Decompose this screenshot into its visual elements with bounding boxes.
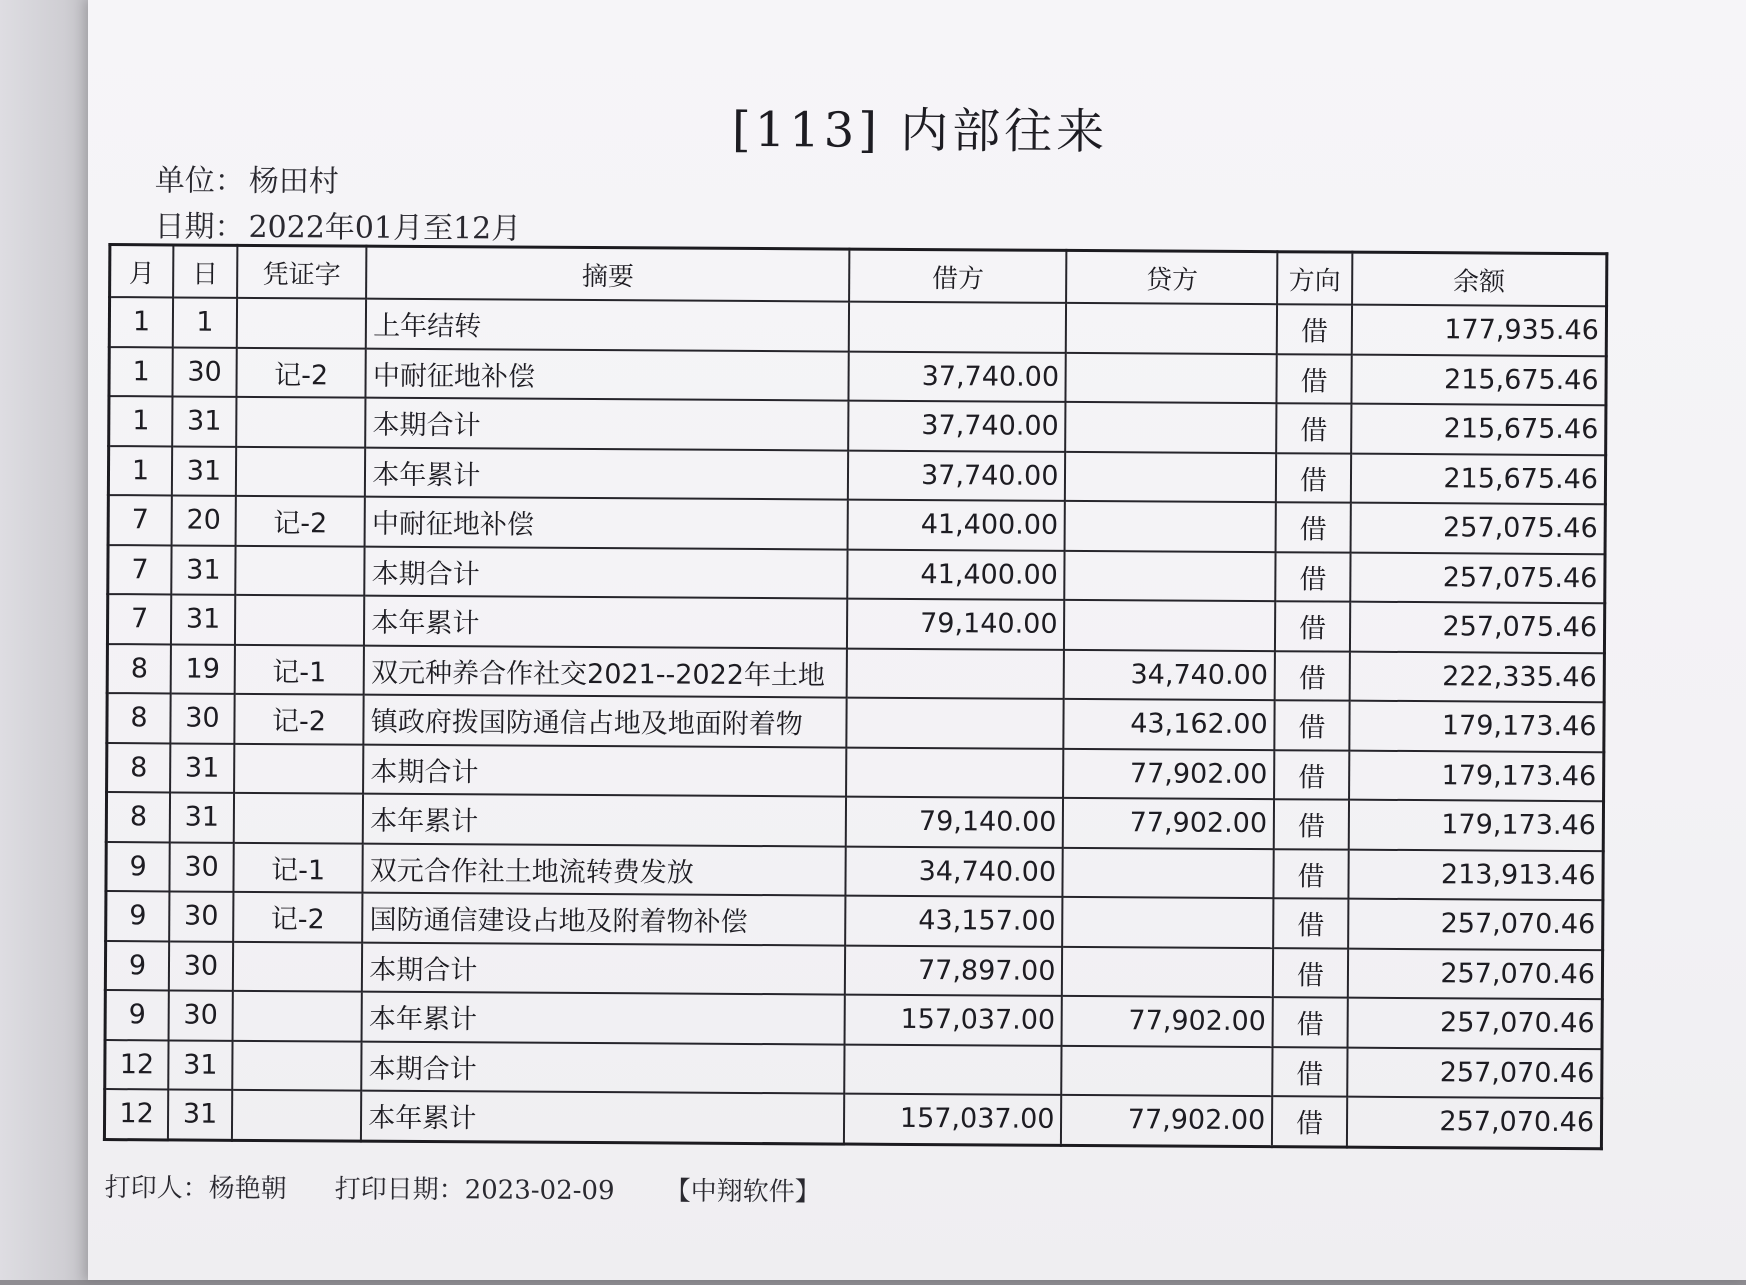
table-row bbox=[108, 545, 1605, 604]
cell-voucher: 记-2 bbox=[234, 694, 364, 744]
cell-credit bbox=[1065, 501, 1276, 552]
cell-month: 9 bbox=[106, 842, 170, 892]
table-row bbox=[106, 792, 1603, 851]
cell-balance: 177,935.46 bbox=[1352, 305, 1607, 356]
table-header-row bbox=[110, 245, 1607, 307]
cell-debit: 79,140.00 bbox=[846, 797, 1064, 848]
cell-debit: 157,037.00 bbox=[845, 995, 1063, 1046]
cell-day: 30 bbox=[170, 693, 234, 743]
cell-summary: 本期合计 bbox=[362, 1041, 845, 1093]
cell-summary: 双元种养合作社交2021--2022年土地 bbox=[364, 645, 847, 697]
cell-direction: 借 bbox=[1276, 403, 1351, 453]
cell-month: 1 bbox=[109, 347, 173, 397]
cell-balance: 257,070.46 bbox=[1347, 1047, 1602, 1098]
cell-debit: 37,740.00 bbox=[849, 351, 1067, 402]
cell-direction: 借 bbox=[1273, 898, 1348, 948]
cell-day: 30 bbox=[173, 347, 237, 397]
cell-day: 30 bbox=[170, 842, 234, 892]
cell-voucher bbox=[235, 595, 365, 645]
table-row bbox=[104, 1089, 1601, 1148]
cell-direction: 借 bbox=[1273, 948, 1348, 998]
cell-day: 30 bbox=[169, 990, 233, 1040]
cell-debit: 77,897.00 bbox=[845, 945, 1063, 996]
cell-balance: 215,675.46 bbox=[1351, 404, 1606, 455]
cell-credit bbox=[1062, 1045, 1273, 1096]
cell-summary: 本期合计 bbox=[363, 744, 846, 796]
page-title: [113] 内部往来 bbox=[731, 101, 1109, 161]
cell-voucher bbox=[237, 298, 367, 348]
cell-credit: 77,902.00 bbox=[1064, 748, 1275, 799]
cell-balance: 257,070.46 bbox=[1348, 899, 1603, 950]
cell-credit bbox=[1066, 402, 1277, 453]
cell-summary: 本年累计 bbox=[362, 992, 845, 1044]
cell-voucher bbox=[232, 991, 362, 1041]
cell-day: 30 bbox=[169, 941, 233, 991]
cell-day: 31 bbox=[170, 743, 234, 793]
header-voucher: 凭证字 bbox=[237, 245, 367, 298]
cell-voucher bbox=[232, 1090, 362, 1141]
cell-balance: 215,675.46 bbox=[1351, 453, 1606, 504]
table-row bbox=[106, 842, 1603, 901]
header-day: 日 bbox=[173, 245, 237, 298]
cell-day: 20 bbox=[172, 495, 236, 545]
cell-day: 31 bbox=[171, 594, 235, 644]
ledger-table bbox=[103, 243, 1608, 1150]
unit-line bbox=[155, 155, 339, 200]
cell-balance: 215,675.46 bbox=[1351, 354, 1606, 405]
cell-summary: 本期合计 bbox=[365, 398, 848, 450]
footer-printer: 打印人：杨艳朝 bbox=[104, 1173, 287, 1205]
cell-summary: 本期合计 bbox=[362, 942, 845, 994]
cell-month: 1 bbox=[109, 297, 173, 347]
cell-summary: 本年累计 bbox=[364, 596, 847, 648]
cell-debit bbox=[846, 747, 1064, 798]
cell-month: 8 bbox=[107, 693, 171, 743]
date-line bbox=[154, 201, 521, 247]
cell-voucher: 记-1 bbox=[234, 644, 364, 694]
cell-credit: 34,740.00 bbox=[1064, 649, 1275, 700]
cell-credit bbox=[1062, 946, 1273, 997]
cell-direction: 借 bbox=[1276, 502, 1351, 552]
cell-summary: 本期合计 bbox=[365, 546, 848, 598]
cell-summary: 上年结转 bbox=[366, 299, 849, 351]
cell-day: 30 bbox=[169, 891, 233, 941]
cell-credit: 43,162.00 bbox=[1064, 699, 1275, 750]
unit-label: 单位： bbox=[154, 163, 245, 199]
cell-voucher bbox=[236, 446, 366, 496]
cell-debit: 34,740.00 bbox=[846, 846, 1064, 897]
cell-credit bbox=[1065, 451, 1276, 502]
ledger-page bbox=[88, 0, 1746, 1280]
table-row bbox=[108, 446, 1605, 505]
cell-month: 9 bbox=[105, 990, 169, 1040]
header-credit: 贷方 bbox=[1067, 250, 1278, 304]
cell-direction: 借 bbox=[1274, 849, 1349, 899]
cell-day: 31 bbox=[170, 792, 234, 842]
cell-debit bbox=[844, 1044, 1062, 1095]
cell-balance: 222,335.46 bbox=[1349, 651, 1604, 702]
cell-summary: 本年累计 bbox=[365, 447, 848, 499]
cell-day: 31 bbox=[172, 396, 236, 446]
header-balance: 余额 bbox=[1352, 252, 1607, 306]
cell-summary: 国防通信建设占地及附着物补偿 bbox=[362, 893, 845, 945]
cell-credit: 77,902.00 bbox=[1063, 798, 1274, 849]
cell-direction: 借 bbox=[1277, 304, 1352, 354]
header-summary: 摘要 bbox=[366, 246, 849, 301]
cell-voucher: 记-2 bbox=[235, 496, 365, 546]
cell-debit: 41,400.00 bbox=[848, 500, 1066, 551]
cell-debit: 79,140.00 bbox=[847, 599, 1065, 650]
cell-summary: 中耐征地补偿 bbox=[365, 497, 848, 549]
table-row bbox=[105, 941, 1602, 1000]
cell-direction: 借 bbox=[1273, 997, 1348, 1047]
cell-credit bbox=[1063, 847, 1274, 898]
cell-day: 31 bbox=[168, 1040, 232, 1090]
cell-day: 31 bbox=[172, 446, 236, 496]
cell-month: 9 bbox=[106, 891, 170, 941]
cell-month: 7 bbox=[107, 594, 171, 644]
cell-summary: 镇政府拨国防通信占地及地面附着物 bbox=[364, 695, 847, 747]
table-row bbox=[107, 594, 1604, 653]
table-row bbox=[108, 495, 1605, 554]
cell-debit: 43,157.00 bbox=[845, 896, 1063, 947]
table-row bbox=[109, 396, 1606, 455]
table-row bbox=[106, 891, 1603, 950]
cell-balance: 213,913.46 bbox=[1348, 849, 1603, 900]
cell-direction: 借 bbox=[1272, 1096, 1347, 1146]
cell-debit: 37,740.00 bbox=[848, 450, 1066, 501]
cell-month: 8 bbox=[107, 743, 171, 793]
header-debit: 借方 bbox=[849, 249, 1067, 303]
cell-voucher bbox=[234, 793, 364, 843]
cell-voucher bbox=[236, 397, 366, 447]
cell-month: 7 bbox=[108, 495, 172, 545]
cell-balance: 257,075.46 bbox=[1350, 552, 1605, 603]
cell-day: 31 bbox=[168, 1089, 232, 1139]
cell-debit bbox=[849, 302, 1067, 353]
cell-month: 8 bbox=[107, 644, 171, 694]
cell-summary: 中耐征地补偿 bbox=[366, 348, 849, 400]
cell-month: 7 bbox=[108, 545, 172, 595]
cell-month: 1 bbox=[108, 446, 172, 496]
cell-credit bbox=[1065, 550, 1276, 601]
table-row bbox=[109, 297, 1606, 356]
header-direction: 方向 bbox=[1277, 252, 1352, 305]
cell-direction: 借 bbox=[1275, 552, 1350, 602]
cell-direction: 借 bbox=[1276, 453, 1351, 503]
cell-direction: 借 bbox=[1275, 651, 1350, 701]
cell-day: 19 bbox=[171, 644, 235, 694]
cell-month: 12 bbox=[104, 1089, 168, 1139]
cell-balance: 257,075.46 bbox=[1350, 503, 1605, 554]
cell-month: 12 bbox=[105, 1040, 169, 1090]
table-row bbox=[107, 743, 1604, 802]
cell-balance: 257,070.46 bbox=[1347, 998, 1602, 1049]
cell-balance: 179,173.46 bbox=[1349, 750, 1604, 801]
table-row bbox=[109, 347, 1606, 406]
cell-balance: 179,173.46 bbox=[1349, 800, 1604, 851]
footer-print-date: 打印日期：2023-02-09 bbox=[334, 1174, 615, 1207]
cell-credit bbox=[1064, 600, 1275, 651]
ledger-sheet bbox=[84, 0, 1746, 1285]
cell-debit: 41,400.00 bbox=[847, 549, 1065, 600]
cell-direction: 借 bbox=[1274, 799, 1349, 849]
cell-day: 31 bbox=[171, 545, 235, 595]
cell-balance: 179,173.46 bbox=[1349, 701, 1604, 752]
date-value: 2022年01月至12月 bbox=[248, 209, 522, 247]
cell-voucher: 记-2 bbox=[233, 892, 363, 942]
cell-debit: 157,037.00 bbox=[844, 1094, 1062, 1145]
cell-credit bbox=[1063, 897, 1274, 948]
cell-voucher bbox=[234, 743, 364, 793]
cell-day: 1 bbox=[173, 297, 237, 347]
table-row bbox=[107, 644, 1604, 703]
table-row bbox=[107, 693, 1604, 752]
cell-debit bbox=[847, 698, 1065, 749]
cell-direction: 借 bbox=[1274, 750, 1349, 800]
cell-credit bbox=[1066, 352, 1277, 403]
cell-direction: 借 bbox=[1277, 354, 1352, 404]
cell-credit bbox=[1066, 303, 1277, 354]
cell-month: 1 bbox=[109, 396, 173, 446]
cell-voucher: 记-2 bbox=[236, 347, 366, 397]
cell-credit: 77,902.00 bbox=[1061, 1095, 1272, 1146]
cell-credit: 77,902.00 bbox=[1062, 996, 1273, 1047]
cell-direction: 借 bbox=[1272, 1047, 1347, 1097]
table-row bbox=[105, 1040, 1602, 1099]
footer-software: 【中翔软件】 bbox=[664, 1176, 821, 1208]
date-label: 日期： bbox=[154, 209, 245, 245]
cell-debit: 37,740.00 bbox=[848, 401, 1066, 452]
cell-direction: 借 bbox=[1275, 700, 1350, 750]
cell-voucher: 记-1 bbox=[233, 842, 363, 892]
cell-voucher bbox=[232, 1040, 362, 1090]
unit-value: 杨田村 bbox=[248, 163, 339, 200]
cell-balance: 257,070.46 bbox=[1348, 948, 1603, 999]
cell-voucher bbox=[235, 545, 365, 595]
cell-balance: 257,075.46 bbox=[1350, 602, 1605, 653]
cell-month: 8 bbox=[106, 792, 170, 842]
previous-page-edge bbox=[0, 0, 92, 1280]
table-row bbox=[105, 990, 1602, 1049]
cell-summary: 本年累计 bbox=[363, 794, 846, 846]
cell-balance: 257,070.46 bbox=[1347, 1097, 1602, 1149]
cell-month: 9 bbox=[105, 941, 169, 991]
cell-summary: 本年累计 bbox=[361, 1091, 844, 1144]
cell-debit bbox=[847, 648, 1065, 699]
header-month: 月 bbox=[110, 245, 174, 298]
cell-direction: 借 bbox=[1275, 601, 1350, 651]
cell-voucher bbox=[233, 941, 363, 991]
cell-summary: 双元合作社土地流转费发放 bbox=[363, 843, 846, 895]
